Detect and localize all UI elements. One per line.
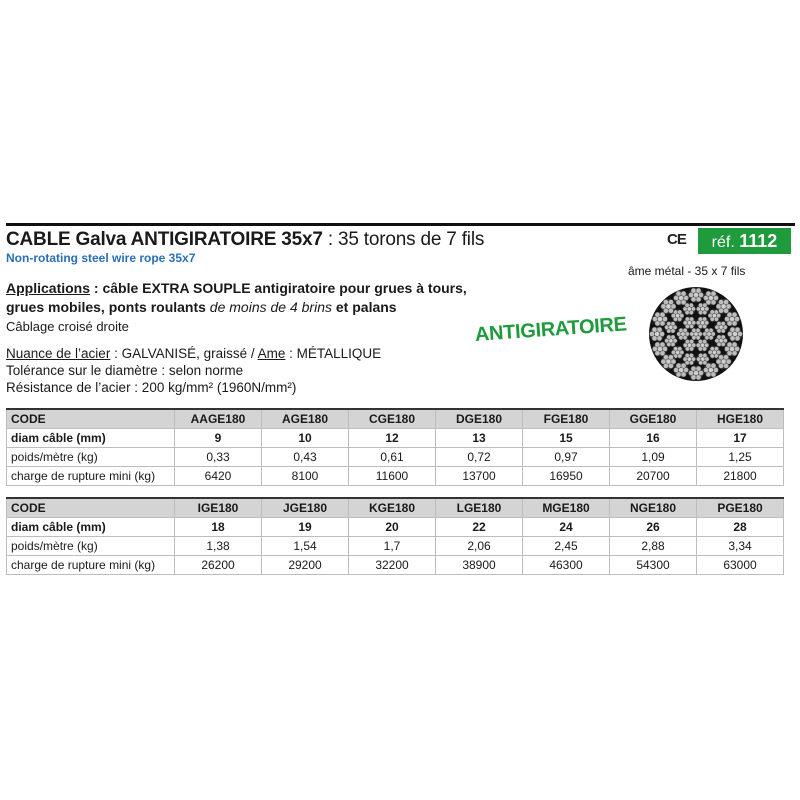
antigiratoire-badge: ANTIGIRATOIRE — [474, 313, 628, 346]
table-cell: 0,61 — [349, 448, 436, 467]
table-cell: 1,7 — [349, 537, 436, 556]
table-cell: 16950 — [523, 467, 610, 486]
table-cell: 2,06 — [436, 537, 523, 556]
table-cell: 26 — [610, 518, 697, 537]
table-cell: 12 — [349, 429, 436, 448]
table-cell: 20700 — [610, 467, 697, 486]
product-title: CABLE Galva ANTIGIRATOIRE 35x7 : 35 torons de 7 fils — [6, 229, 485, 250]
table-row — [7, 556, 784, 575]
table-cell: 0,43 — [262, 448, 349, 467]
table-cell: 46300 — [523, 556, 610, 575]
table-cell: GGE180 — [610, 409, 697, 429]
table-cell: 16 — [610, 429, 697, 448]
table-cell: 17 — [697, 429, 784, 448]
table-cell: JGE180 — [262, 498, 349, 518]
table-cell: IGE180 — [175, 498, 262, 518]
table-cell: HGE180 — [697, 409, 784, 429]
table-cell: 3,34 — [697, 537, 784, 556]
table-cell: PGE180 — [697, 498, 784, 518]
table-cell: KGE180 — [349, 498, 436, 518]
top-rule — [6, 223, 795, 226]
table-cell: AGE180 — [262, 409, 349, 429]
table-cell: 26200 — [175, 556, 262, 575]
steel-specs: Nuance de l’acier : GALVANISÉ, graissé / Ame : MÉTALLIQUE Tolérance sur le diamètre : selon norme Résistance de l’acier : 200 kg/mm² (1960N/mm²) — [6, 346, 382, 395]
ce-mark-icon: CE — [667, 231, 686, 248]
table-cell: 21800 — [697, 467, 784, 486]
table-cell: AAGE180 — [175, 409, 262, 429]
row-label: poids/mètre (kg) — [7, 448, 175, 467]
cablage-text: Câblage croisé droite — [6, 319, 129, 334]
table-cell: 1,54 — [262, 537, 349, 556]
table-cell: DGE180 — [436, 409, 523, 429]
table-cell: 0,97 — [523, 448, 610, 467]
table-cell: 29200 — [262, 556, 349, 575]
rope-cross-section-icon — [646, 284, 746, 384]
product-subtitle: Non-rotating steel wire rope 35x7 — [6, 251, 196, 265]
table-cell: 38900 — [436, 556, 523, 575]
table-cell: 28 — [697, 518, 784, 537]
table-cell: 19 — [262, 518, 349, 537]
table-cell: 8100 — [262, 467, 349, 486]
table-cell: 13700 — [436, 467, 523, 486]
rope-caption: âme métal - 35 x 7 fils — [628, 264, 746, 278]
table-cell: 2,88 — [610, 537, 697, 556]
table-row — [7, 467, 784, 486]
table-cell: CGE180 — [349, 409, 436, 429]
table-cell: FGE180 — [523, 409, 610, 429]
table-cell: 13 — [436, 429, 523, 448]
table-cell: 0,72 — [436, 448, 523, 467]
table-cell: 0,33 — [175, 448, 262, 467]
table-cell: MGE180 — [523, 498, 610, 518]
table-header-row — [7, 498, 784, 518]
table-cell: 32200 — [349, 556, 436, 575]
row-label: diam câble (mm) — [7, 518, 175, 537]
table-row — [7, 429, 784, 448]
row-label: CODE — [7, 498, 175, 518]
table-cell: 11600 — [349, 467, 436, 486]
row-label: charge de rupture mini (kg) — [7, 467, 175, 486]
table-cell: 1,25 — [697, 448, 784, 467]
table-cell: 18 — [175, 518, 262, 537]
specs-table-1 — [6, 408, 784, 486]
table-row — [7, 518, 784, 537]
table-cell: LGE180 — [436, 498, 523, 518]
table-cell: 22 — [436, 518, 523, 537]
table-cell: 10 — [262, 429, 349, 448]
row-label: diam câble (mm) — [7, 429, 175, 448]
table-cell: 20 — [349, 518, 436, 537]
applications-text: Applications : câble EXTRA SOUPLE antigiratoire pour grues à tours, grues mobiles, ponts roulants de moins de 4 brins et palans — [6, 280, 467, 315]
reference-badge: réf. 1112 — [698, 228, 791, 254]
row-label: poids/mètre (kg) — [7, 537, 175, 556]
table-header-row — [7, 409, 784, 429]
table-cell: 54300 — [610, 556, 697, 575]
table-cell: 6420 — [175, 467, 262, 486]
table-cell: 1,38 — [175, 537, 262, 556]
row-label: charge de rupture mini (kg) — [7, 556, 175, 575]
table-cell: 63000 — [697, 556, 784, 575]
table-row — [7, 448, 784, 467]
table-cell: 1,09 — [610, 448, 697, 467]
table-cell: 2,45 — [523, 537, 610, 556]
table-row — [7, 537, 784, 556]
table-cell: 9 — [175, 429, 262, 448]
table-cell: NGE180 — [610, 498, 697, 518]
specs-table-2 — [6, 497, 784, 575]
table-cell: 15 — [523, 429, 610, 448]
table-cell: 24 — [523, 518, 610, 537]
row-label: CODE — [7, 409, 175, 429]
